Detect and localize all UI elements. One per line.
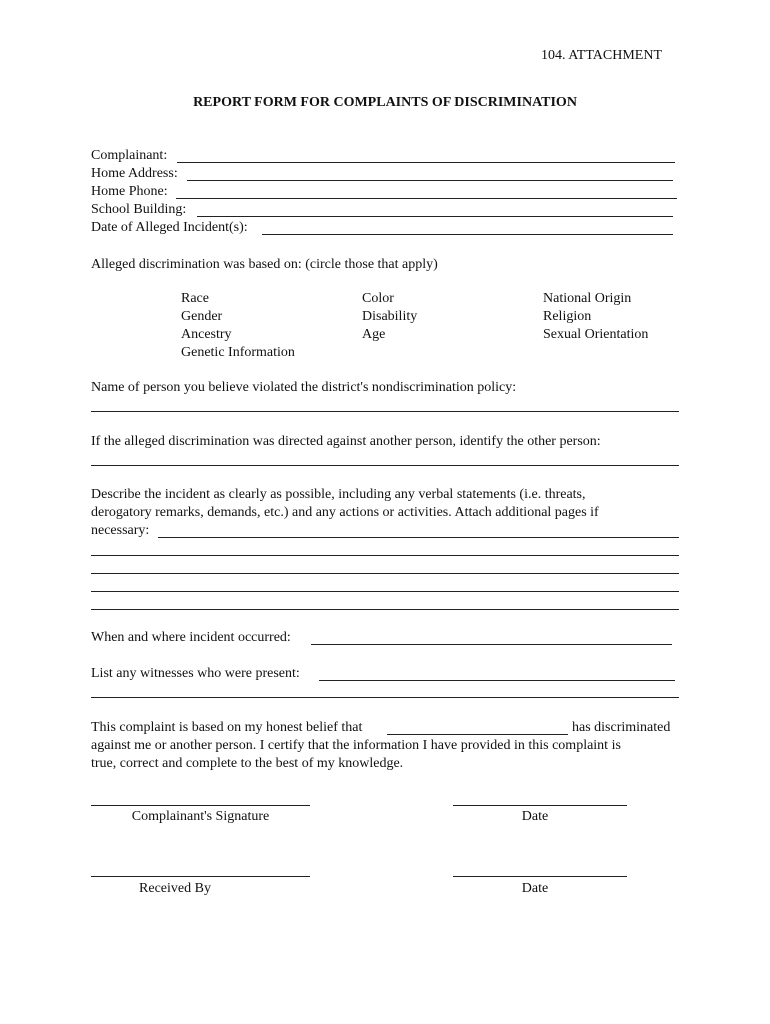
- witnesses-underline-1[interactable]: [319, 680, 675, 681]
- other-person-prompt: If the alleged discrimination was directed against another person, identify the other person:: [91, 434, 601, 449]
- home-phone-label: Home Phone:: [91, 184, 168, 199]
- when-where-underline[interactable]: [311, 644, 672, 645]
- complainant-underline[interactable]: [177, 162, 675, 163]
- describe-line-1: Describe the incident as clearly as possible, including any verbal statements (i.e. threats,: [91, 487, 586, 502]
- basis-option-national-origin[interactable]: National Origin: [543, 291, 632, 306]
- basis-option-color[interactable]: Color: [362, 291, 394, 306]
- complainant-signature-label: Complainant's Signature: [131, 809, 270, 824]
- certification-line-3: true, correct and complete to the best of my knowledge.: [91, 756, 404, 771]
- basis-option-genetic-information[interactable]: Genetic Information: [181, 345, 295, 360]
- date-line-1[interactable]: [453, 805, 627, 806]
- attachment-number: 104. ATTACHMENT: [541, 48, 662, 63]
- home-phone-field[interactable]: [91, 183, 677, 201]
- basis-option-disability[interactable]: Disability: [362, 309, 418, 324]
- basis-option-ancestry[interactable]: Ancestry: [181, 327, 232, 342]
- complainant-field[interactable]: [91, 147, 675, 165]
- school-building-field[interactable]: [91, 201, 675, 219]
- basis-option-gender[interactable]: Gender: [181, 309, 223, 324]
- basis-prompt: Alleged discrimination was based on: (circle those that apply): [91, 257, 438, 272]
- basis-option-sexual-orientation[interactable]: Sexual Orientation: [543, 327, 649, 342]
- describe-underline-4[interactable]: [91, 591, 679, 592]
- basis-option-race[interactable]: Race: [181, 291, 209, 306]
- violator-prompt: Name of person you believe violated the district's nondiscrimination policy:: [91, 380, 517, 395]
- certification-line-1b: has discriminated: [572, 720, 671, 735]
- home-address-label: Home Address:: [91, 166, 178, 181]
- complainant-label: Complainant:: [91, 148, 168, 163]
- certification-line-2: against me or another person. I certify that the information I have provided in this complaint is: [91, 738, 621, 753]
- describe-underline-1[interactable]: [158, 537, 679, 538]
- received-by-label: Received By: [139, 881, 211, 896]
- complainant-signature-line[interactable]: [91, 805, 310, 806]
- date-line-2[interactable]: [453, 876, 627, 877]
- describe-line-3: necessary:: [91, 523, 150, 538]
- when-where-label: When and where incident occurred:: [91, 630, 291, 645]
- witnesses-label: List any witnesses who were present:: [91, 666, 300, 681]
- witnesses-underline-2[interactable]: [91, 697, 679, 698]
- home-address-field[interactable]: [91, 165, 675, 183]
- home-address-underline[interactable]: [187, 180, 673, 181]
- basis-option-age[interactable]: Age: [362, 327, 386, 342]
- home-phone-underline[interactable]: [176, 198, 677, 199]
- date-incident-field[interactable]: [91, 219, 673, 237]
- accused-underline[interactable]: [387, 734, 568, 735]
- school-building-underline[interactable]: [197, 216, 673, 217]
- date-label-2: Date: [521, 881, 549, 896]
- date-incident-label: Date of Alleged Incident(s):: [91, 220, 248, 235]
- school-building-label: School Building:: [91, 202, 187, 217]
- page-title: REPORT FORM FOR COMPLAINTS OF DISCRIMINATION: [193, 95, 577, 110]
- received-by-line[interactable]: [91, 876, 310, 877]
- describe-underline-5[interactable]: [91, 609, 679, 610]
- describe-underline-3[interactable]: [91, 573, 679, 574]
- date-incident-underline[interactable]: [262, 234, 673, 235]
- certification-line-1a: This complaint is based on my honest belief that: [91, 720, 363, 735]
- basis-option-religion[interactable]: Religion: [543, 309, 592, 324]
- date-label-1: Date: [521, 809, 549, 824]
- describe-underline-2[interactable]: [91, 555, 679, 556]
- describe-line-2: derogatory remarks, demands, etc.) and any actions or activities. Attach additional pages if: [91, 505, 599, 520]
- other-person-underline[interactable]: [91, 465, 679, 466]
- violator-underline[interactable]: [91, 411, 679, 412]
